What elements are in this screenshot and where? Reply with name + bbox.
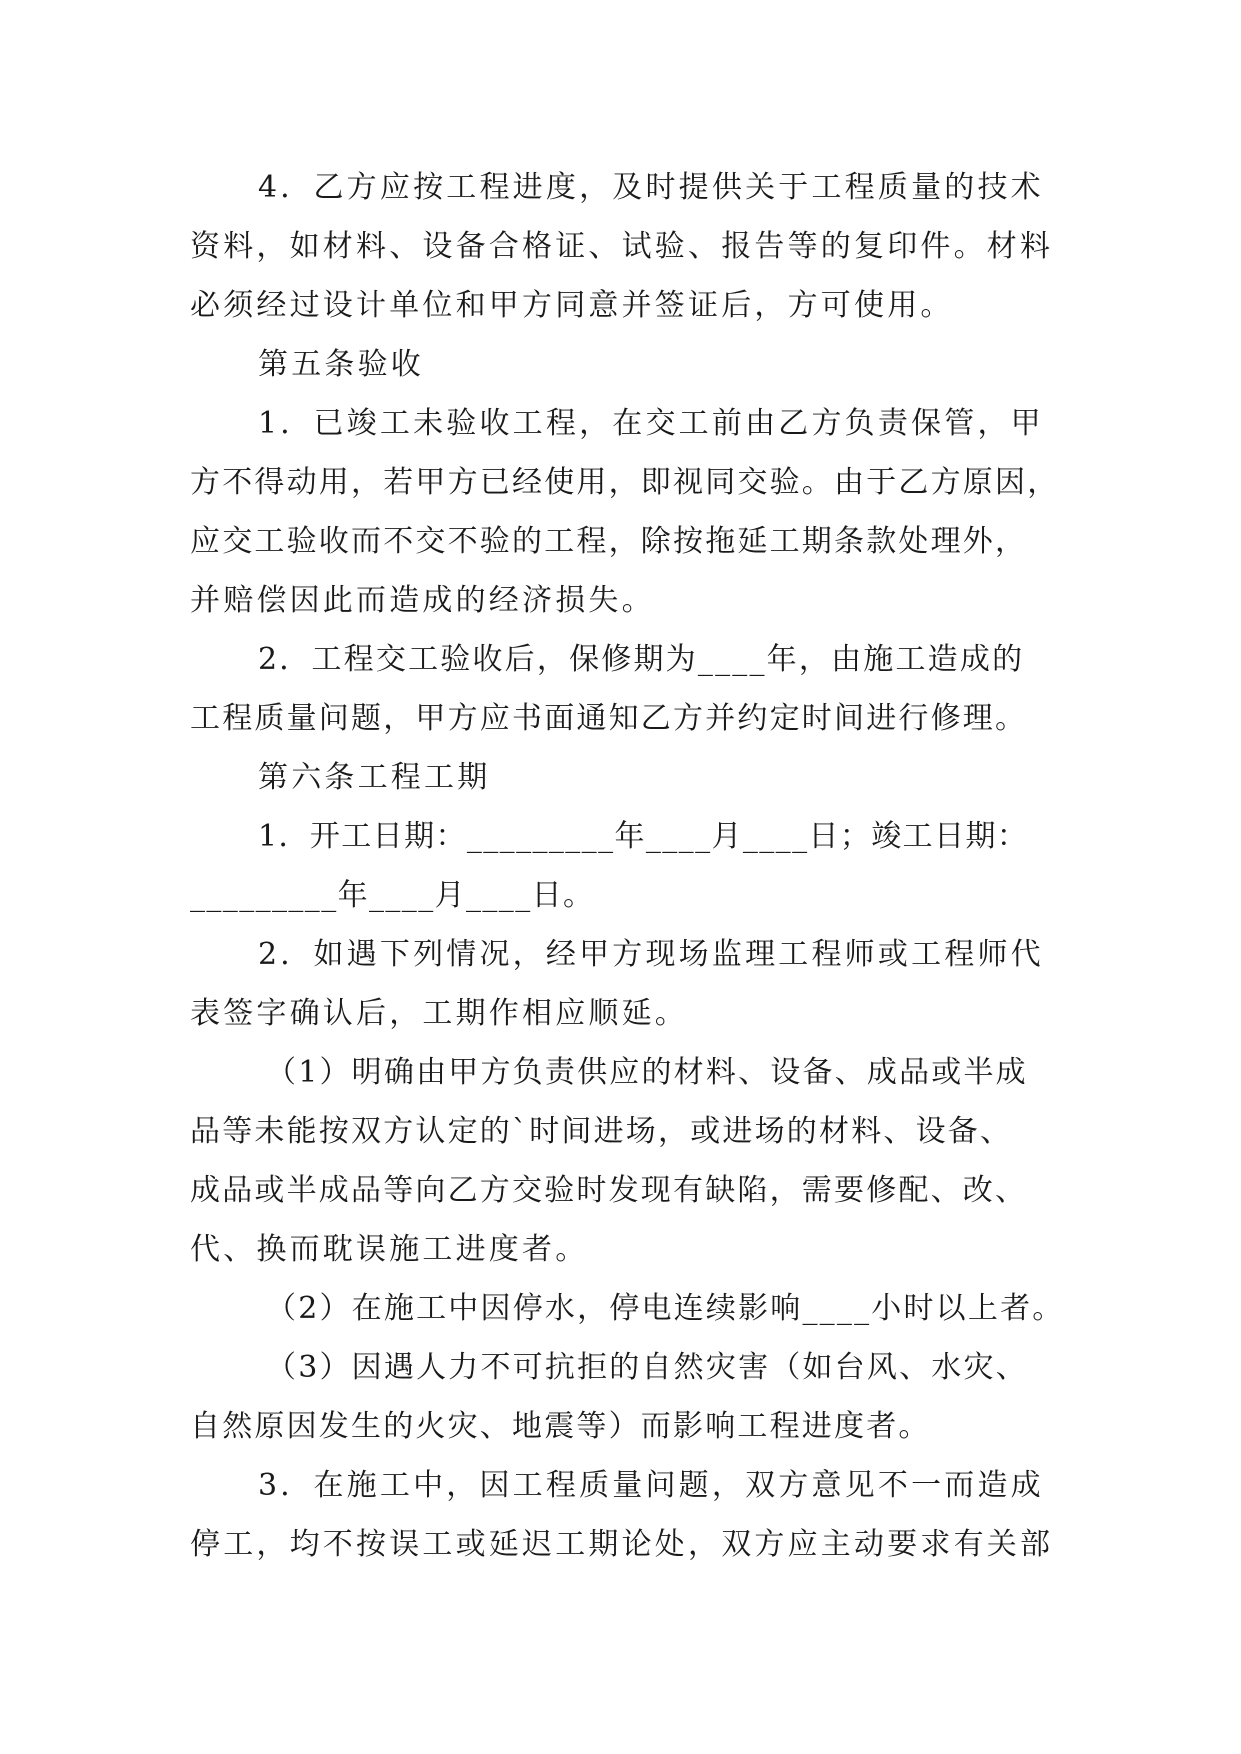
paragraph-line: 4．乙方应按工程进度，及时提供关于工程质量的技术	[258, 170, 1044, 205]
paragraph-line: 自然原因发生的火灾、地震等）而影响工程进度者。	[190, 1409, 931, 1444]
paragraph-line: 1．开工日期：_________年____月____日；竣工日期：	[258, 819, 1029, 854]
paragraph-line: 并赔偿因此而造成的经济损失。	[190, 583, 655, 618]
paragraph-line: 代、换而耽误施工进度者。	[190, 1232, 589, 1267]
paragraph-line: 表签字确认后，工期作相应顺延。	[190, 996, 688, 1031]
paragraph-line: 2．如遇下列情况，经甲方现场监理工程师或工程师代	[258, 937, 1044, 972]
section-heading: 第六条工程工期	[258, 760, 491, 795]
paragraph-line: （3）因遇人力不可抗拒的自然灾害（如台风、水灾、	[266, 1350, 1028, 1385]
document-body	[190, 158, 1070, 1574]
paragraph-line: 必须经过设计单位和甲方同意并签证后，方可使用。	[190, 288, 954, 323]
paragraph-line: （2）在施工中因停水，停电连续影响____小时以上者。	[266, 1291, 1065, 1326]
paragraph-line: _________年____月____日。	[190, 878, 595, 913]
paragraph-line: 1．已竣工未验收工程，在交工前由乙方负责保管，甲	[258, 406, 1044, 441]
paragraph-line: 应交工验收而不交不验的工程，除按拖延工期条款处理外，	[190, 524, 1028, 559]
paragraph-line: 资料，如材料、设备合格证、试验、报告等的复印件。材料	[190, 229, 1054, 264]
paragraph-line: 工程质量问题，甲方应书面通知乙方并约定时间进行修理。	[190, 701, 1028, 736]
paragraph-line: 2．工程交工验收后，保修期为____年，由施工造成的	[258, 642, 1025, 677]
section-heading: 第五条验收	[258, 347, 424, 382]
paragraph-line: 品等未能按双方认定的`时间进场，或进场的材料、设备、	[190, 1114, 1013, 1149]
paragraph-line: 方不得动用，若甲方已经使用，即视同交验。由于乙方原因，	[190, 465, 1060, 500]
paragraph-line: 成品或半成品等向乙方交验时发现有缺陷，需要修配、改、	[190, 1173, 1028, 1208]
paragraph-line: （1）明确由甲方负责供应的材料、设备、成品或半成	[266, 1055, 1028, 1090]
paragraph-line: 停工，均不按误工或延迟工期论处，双方应主动要求有关部	[190, 1527, 1054, 1562]
paragraph-line: 3．在施工中，因工程质量问题，双方意见不一而造成	[258, 1468, 1044, 1503]
